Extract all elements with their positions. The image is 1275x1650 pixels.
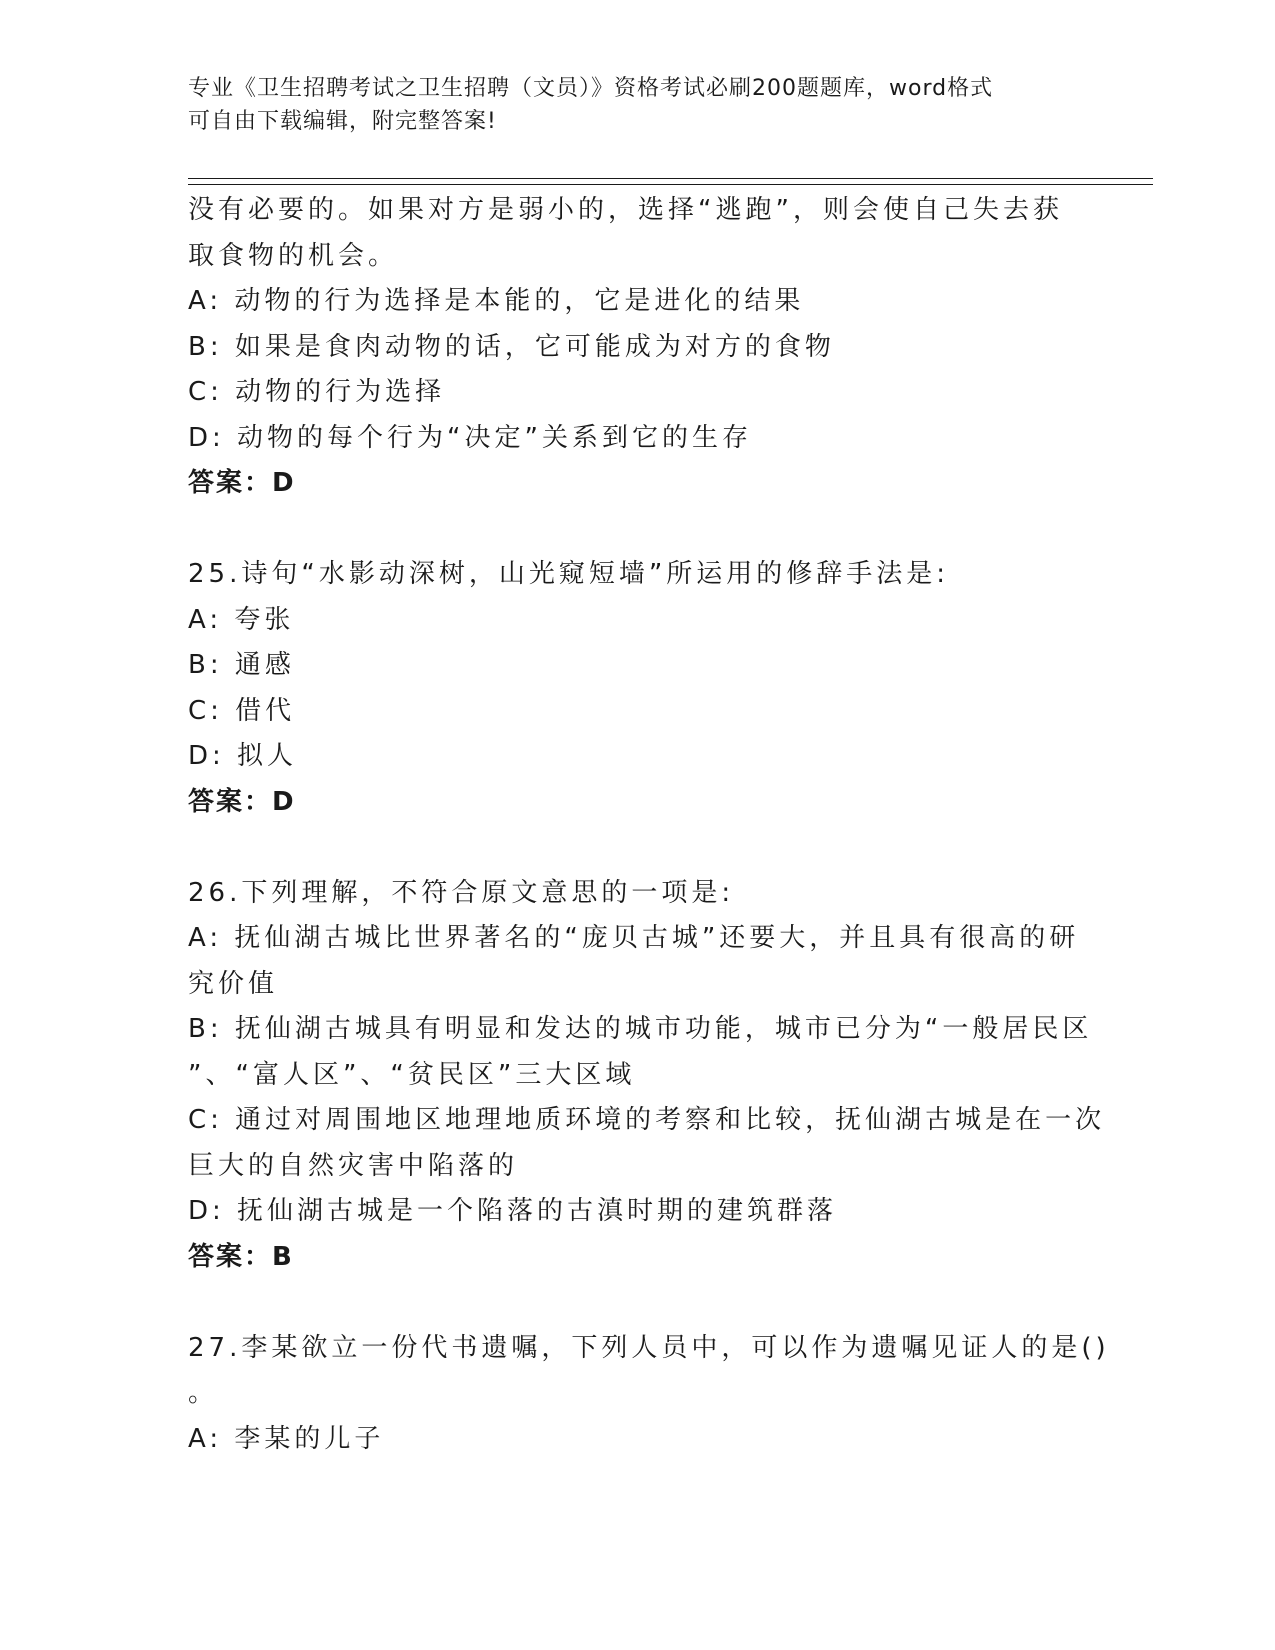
spacer (188, 825, 1078, 871)
option-a: A: 抚仙湖古城比世界著名的“庞贝古城”还要大，并且具有很高的研 (188, 923, 1080, 953)
option-b: B: 如果是食肉动物的话，它可能成为对方的食物 (188, 331, 835, 362)
option-a-continued: 究价值 (188, 968, 279, 999)
document-header (188, 72, 1068, 138)
question-stem-continued: 。 (188, 1378, 219, 1408)
header-divider-top (188, 178, 1153, 179)
question-content (188, 188, 1110, 1462)
passage-line: 没有必要的。如果对方是弱小的，选择“逃跑”，则会使自己失去获 (188, 195, 1063, 225)
option-a: A: 夸张 (188, 604, 295, 635)
option-b: B: 抚仙湖古城具有明显和发达的城市功能，城市已分为“一般居民区 (188, 1014, 1093, 1044)
question-stem: 26.下列理解，不符合原文意思的一项是: (188, 877, 735, 908)
option-b: B: 通感 (188, 650, 295, 680)
answer-label: 答案：D (188, 786, 296, 817)
spacer (188, 507, 1078, 553)
option-d: D: 拟人 (188, 741, 298, 771)
option-b-continued: ”、“富人区”、“贫民区”三大区域 (188, 1059, 636, 1090)
answer-label: 答案：B (188, 1241, 294, 1272)
passage-line: 取食物的机会。 (188, 240, 399, 271)
option-a: A: 动物的行为选择是本能的，它是进化的结果 (188, 286, 805, 316)
header-divider-bottom (188, 184, 1153, 185)
spacer (188, 1280, 1078, 1326)
question-25 (188, 552, 1078, 825)
option-a: A: 李某的儿子 (188, 1423, 385, 1454)
header-title-line-2: 可自由下载编辑，附完整答案! (188, 109, 497, 134)
option-d: D: 抚仙湖古城是一个陷落的古滇时期的建筑群落 (188, 1196, 838, 1226)
header-title-line-1: 专业《卫生招聘考试之卫生招聘（文员）》资格考试必刷200题题库，word格式 (188, 76, 994, 101)
answer-label: 答案：D (188, 468, 296, 498)
question-27 (188, 1326, 1110, 1463)
option-c: C: 借代 (188, 695, 296, 726)
option-c: C: 通过对周围地区地理地质环境的考察和比较，抚仙湖古城是在一次 (188, 1105, 1106, 1135)
question-stem: 27.李某欲立一份代书遗嘱，下列人员中，可以作为遗嘱见证人的是() (188, 1332, 1110, 1363)
question-24-continuation (188, 188, 1078, 507)
question-26 (188, 871, 1106, 1281)
option-c-continued: 巨大的自然灾害中陷落的 (188, 1150, 519, 1181)
option-c: C: 动物的行为选择 (188, 377, 446, 407)
question-stem: 25.诗句“水影动深树，山光窥短墙”所运用的修辞手法是: (188, 559, 950, 589)
option-d: D: 动物的每个行为“决定”关系到它的生存 (188, 422, 752, 453)
